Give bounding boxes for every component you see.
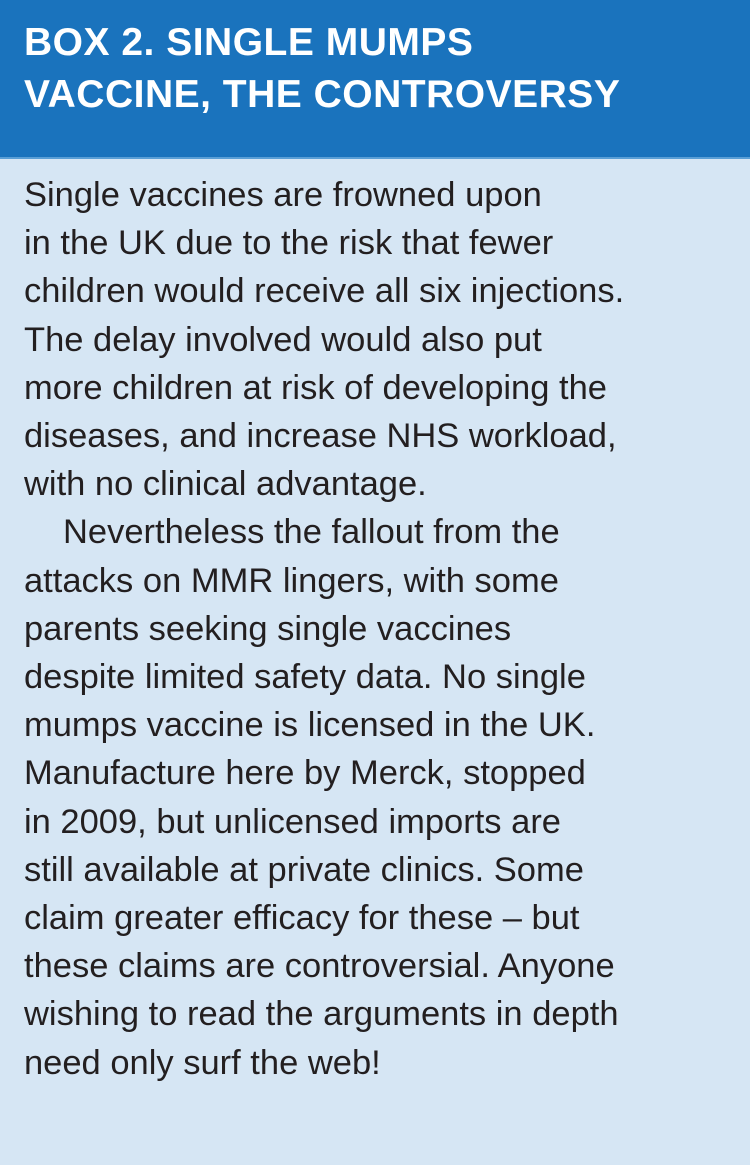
- text-line: still available at private clinics. Some: [24, 850, 584, 889]
- text-line: claim greater efficacy for these – but: [24, 899, 580, 938]
- text-line: The delay involved would also put: [24, 320, 542, 359]
- box-title-line-2: VACCINE, THE CONTROVERSY: [24, 73, 621, 116]
- box-header: [0, 0, 750, 159]
- text-line: wishing to read the arguments in depth: [24, 995, 619, 1034]
- text-line: in the UK due to the risk that fewer: [24, 224, 554, 263]
- text-line: despite limited safety data. No single: [24, 658, 586, 697]
- text-line: in 2009, but unlicensed imports are: [24, 802, 561, 841]
- text-line: diseases, and increase NHS workload,: [24, 417, 617, 456]
- paragraph-2: [24, 508, 732, 1086]
- paragraph-1: [24, 171, 732, 508]
- text-line: Manufacture here by Merck, stopped: [24, 754, 586, 793]
- box-body: [0, 159, 750, 1087]
- text-line: with no clinical advantage.: [24, 465, 427, 504]
- text-line: more children at risk of developing the: [24, 368, 607, 407]
- text-line: Single vaccines are frowned upon: [24, 176, 542, 214]
- text-line: children would receive all six injections.: [24, 272, 625, 311]
- text-line: mumps vaccine is licensed in the UK.: [24, 706, 596, 745]
- box-title-line-1: BOX 2. SINGLE MUMPS: [24, 21, 474, 64]
- text-line: Nevertheless the fallout from the: [63, 513, 560, 552]
- text-line: attacks on MMR lingers, with some: [24, 561, 559, 600]
- text-line: these claims are controversial. Anyone: [24, 947, 615, 986]
- text-line: parents seeking single vaccines: [24, 609, 512, 648]
- text-line: need only surf the web!: [24, 1043, 381, 1082]
